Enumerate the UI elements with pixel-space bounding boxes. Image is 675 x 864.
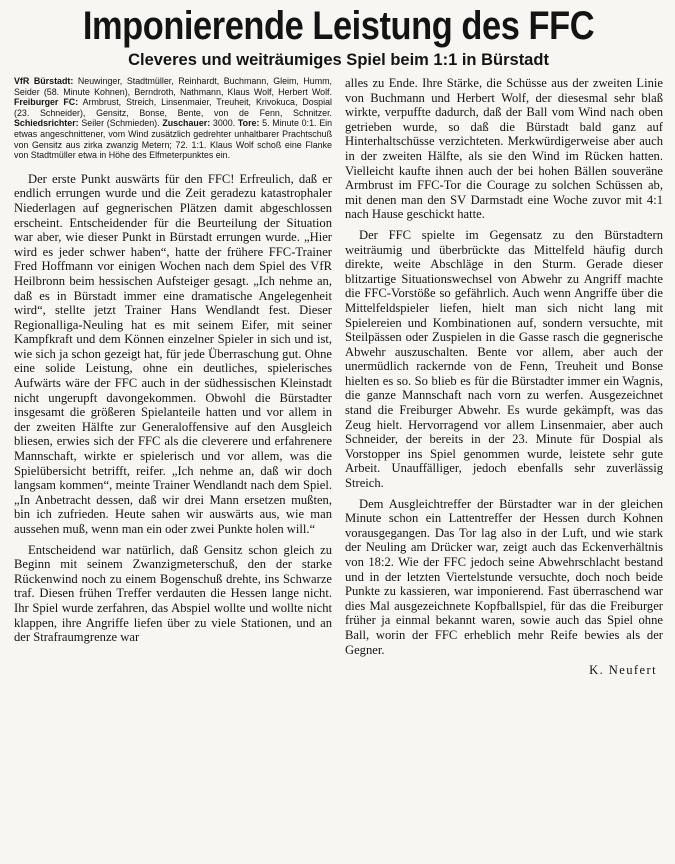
paragraph: Entscheidend war natürlich, daß Gensitz schon gleich zu Beginn mit seinem Zwanzigmeterschuß, den der starke Rückenwind noch zu einem Bogenschuß drehte, ins Schwarze traf. Diesen frühen Treffer verdauten die Hessen lange nicht. Ihr Spiel wurde zerfahren, das Abspiel wollte und wollte nicht klappen, ihre Angriffe liefen über zu viele Stationen, und an der Strafraumgrenze war — [14, 542, 332, 645]
paragraph: Der erste Punkt auswärts für den FFC! Erfreulich, daß er endlich errungen wurde und die Zeit geradezu katastrophaler Niederlagen auf gegnerischen Plätzen damit abgeschlossen erscheint. Entscheidender für die Beurteilung der Situation war aber, wie dieser Punkt in Bürstadt errungen wurde. „Hier wird es jeder schwer haben“, hatte der frühere FFC-Trainer Fred Hoffmann vor einigen Wochen nach dem Spiel des VfR Heilbronn beim hessischen Aufsteiger gesagt. „Ich nehme an, daß es in Bürstadt immer eine dramatische Angelegenheit wird“, stellte jetzt Trainer Hans Wendlandt fest. Dieser Regionalliga-Neuling hat es mit seinem Eifer, mit seiner Kampfkraft und dem Können einzelner Spieler in sich und ist, wie sich ja schon gezeigt hat, für jede Überraschung gut. Ohne eine solide Leistung, ohne ein deutliches, spielerisches Aufwärts wäre der FFC auch in der südhessischen Kleinstadt nicht ungerupft davongekommen. Obwohl die Bürstadter insgesamt die größeren Spielanteile hatten und vor allem in der zweiten Hälfte zur Generaloffensive auf den Ausgleich bliesen, erwies sich der FFC als die cleverere und erfahrenere Mannschaft, wirkte er spielerisch und vor allem, was die Spielübersicht betrifft, reifer. „Ich nehme an, daß wir doch langsam kommen“, meinte Trainer Wendlandt nach dem Spiel. „In Anbetracht dessen, daß wir drei Mann ersetzen mußten, bin ich zufrieden. Heute sahen wir auswärts aus, wie man aussehen muß, wenn man ein oder zwei Punkte holen will.“ — [14, 171, 332, 536]
referee: Seiler (Schmieden). — [81, 118, 160, 129]
vfr-players: Neuwinger, Stadtmüller, Reinhardt, Buchmann, Gleim, Humm, Seider (58. Minute Kohnen), Berndroth, Nathmann, Klaus Wolf, Herbert Wolf. — [14, 76, 332, 97]
headline: Imponierende Leistung des FFC — [82, 4, 595, 48]
ffc-players: Armbrust, Streich, Linsenmaier, Treuheit, Krivokuca, Dospial (23. Schneider), Gensitz, Bonse, Bente, von de Fenn, Schnitzer. — [14, 97, 332, 118]
referee-label: Schiedsrichter: — [14, 118, 79, 129]
spectators: 3000. — [212, 118, 236, 129]
ffc-label: Freiburger FC: — [14, 97, 79, 108]
spectators-label: Zuschauer: — [162, 118, 211, 129]
paragraph: alles zu Ende. Ihre Stärke, die Schüsse aus der zweiten Linie von Buchmann und Herbert Wolf, der diesesmal sehr blaß wirkte, verpuffte dadurch, daß der Ball vom Wind nach oben getrieben wurde, so daß die Bürstadt bald ganz auf Hinterhaltschüsse verzichteten. Merkwürdigerweise aber auch in der zweiten Hälfte, als sie den Wind im Rücken hatten. Vielleicht kaufte ihnen auch der bei hohen Bällen souveräne Armbrust im FFC-Tor die Courage zu solchen Schüssen ab, mit denen man den SV Darmstadt eine Woche zuvor mit 4:1 nach Hause geschickt hatte. — [345, 76, 663, 222]
article-columns — [14, 76, 663, 678]
paragraph: Dem Ausgleichtreffer der Bürstadter war in der gleichen Minute schon ein Lattentreffer der Hessen durch Kohnen vorausgegangen. Das Tor lag also in der Luft, und wie stark der Neuling am Drücker war, zeigt auch das Eckenverhältnis von 18:2. Wie der FFC jedoch seine Abwehrschlacht bestand und in der letzten Viertelstunde versuchte, doch noch beide Punkte zu kassieren, war imponierend. Fast überraschend war dies Mal ausgezeichnete Kopfballspiel, für das die Freiburger früher ja einmal bekannt waren, sowie auch das Spiel ohne Ball, worin der FFC erheblich mehr Reife bewies als der Gegner. — [345, 496, 663, 657]
right-column — [345, 76, 663, 678]
author-byline: K. Neufert — [589, 663, 657, 678]
vfr-label: VfR Bürstadt: — [14, 76, 74, 86]
team-lineup — [14, 76, 332, 161]
subheadline: Cleveres und weiträumiges Spiel beim 1:1 in Bürstadt — [128, 51, 549, 69]
paragraph: Der FFC spielte im Gegensatz zu den Bürstadtern weiträumig und überbrückte das Mittelfeld häufig durch direkte, weite Abschläge in den Sturm. Gerade dieser blitzartige Situationswechsel von Abwehr zu Angriff machte die FFC-Vorstöße so gefährlich. Auch wenn Angriffe über die Mittelfeldspieler liefen, hielt man sich nicht lang mit Spielereien und Kombinationen auf, sondern versuchte, mit Steilpässen oder Zuspielen in die Gasse rasch die gegnerische Abwehr auszuschalten. Bente vor allem, aber auch der unermüdlich rackernde von de Fenn, Treuheit und Bonse hielten es so. So blieb es für die Bürstadter immer ein Wagnis, die ganze Mannschaft nach vorn zu werfen. Ausgezeichnet stand die Freiburger Abwehr. Es wurde gekämpft, was das Zeug hielt. Hervorragend vor allem Linsenmaier, aber auch Schneider, der bereits in der 23. Minute für Dospial als Vorstopper ins Spiel genommen wurde, leistete sehr gute Arbeit. Unauffälliger, jedoch ebenfalls sehr zuverlässig Streich. — [345, 227, 663, 491]
goals: 5. Minute 0:1. Ein etwas angeschnittener, vom Wind zusätzlich gedrehter unhaltbarer Prachtschuß von Gensitz aus zirka zwanzig Metern; 72. 1:1. Klaus Wolf schoß eine Flanke von Stadtmüller etwa in Höhe des Elfmeterpunktes ein. — [14, 118, 333, 161]
goals-label: Tore: — [237, 118, 260, 129]
left-column — [14, 76, 332, 678]
